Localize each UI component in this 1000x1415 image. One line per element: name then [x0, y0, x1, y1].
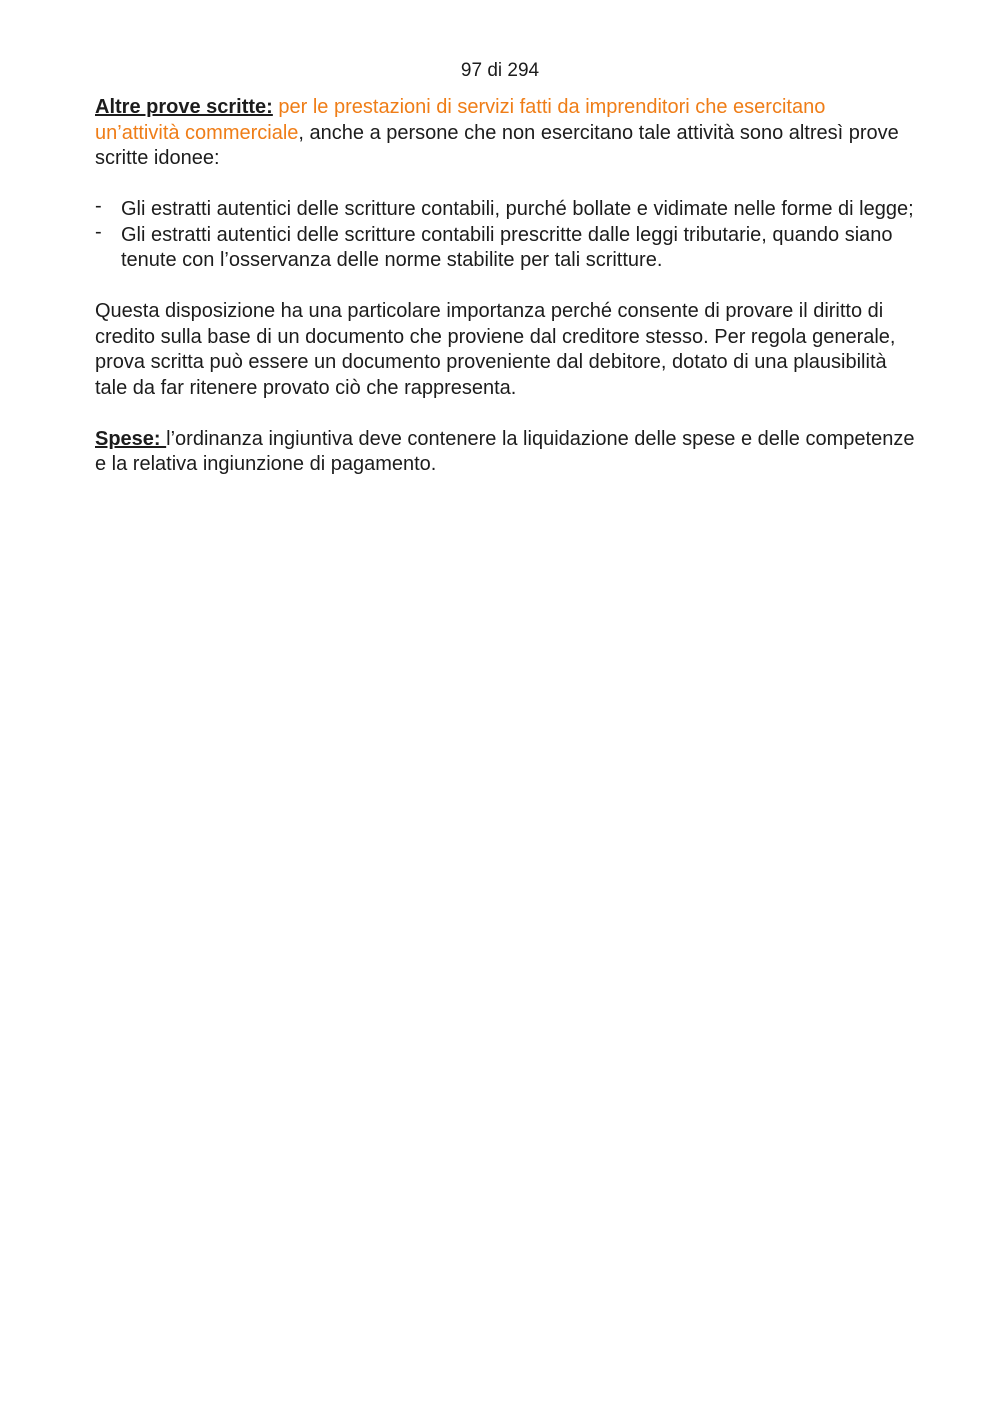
page-number: 97 di 294 [460, 60, 540, 81]
paragraph-text: l’ordinanza ingiuntiva deve contenere la liquidazione delle spese e delle competenze e la relativa ingiunzione di pagamento. [95, 427, 915, 475]
paragraph-disposizione: Questa disposizione ha una particolare importanza perché consente di provare il diritto di credito sulla base di un documento che proviene dal creditore stesso. Per regola generale, prova scritta può essere un documento proveniente dal debitore, dotato di una plausibilità tale da far ritenere provato ciò che rappresenta. [95, 300, 896, 399]
highlighted-text: per le prestazioni di servizi fatti da imprenditori che esercitano un’attività commerciale [95, 96, 826, 144]
heading-altre-prove: Altre prove scritte: [95, 96, 273, 118]
list-item [95, 197, 915, 223]
spacer [95, 274, 915, 300]
list-item [95, 220, 915, 274]
list-item-text: Gli estratti autentici delle scritture contabili, purché bollate e vidimate nelle forme di legge; [121, 198, 914, 220]
dash-bullet: - [95, 195, 102, 217]
paragraph-text: , anche a persone che non esercitano tale attività sono altresì prove scritte idonee: [95, 121, 899, 169]
list-item-text: Gli estratti autentici delle scritture contabili prescritte dalle leggi tributarie, quando siano tenute con l’osservanza delle norme stabilite per tali scritture. [121, 223, 893, 271]
spacer [95, 172, 915, 198]
paragraph-spese [95, 427, 915, 478]
heading-spese: Spese: [95, 427, 167, 450]
dash-bullet: - [95, 220, 102, 243]
spacer [95, 401, 915, 427]
document-body [95, 95, 915, 478]
paragraph-altre-prove [95, 95, 915, 172]
bullet-list [95, 197, 915, 274]
